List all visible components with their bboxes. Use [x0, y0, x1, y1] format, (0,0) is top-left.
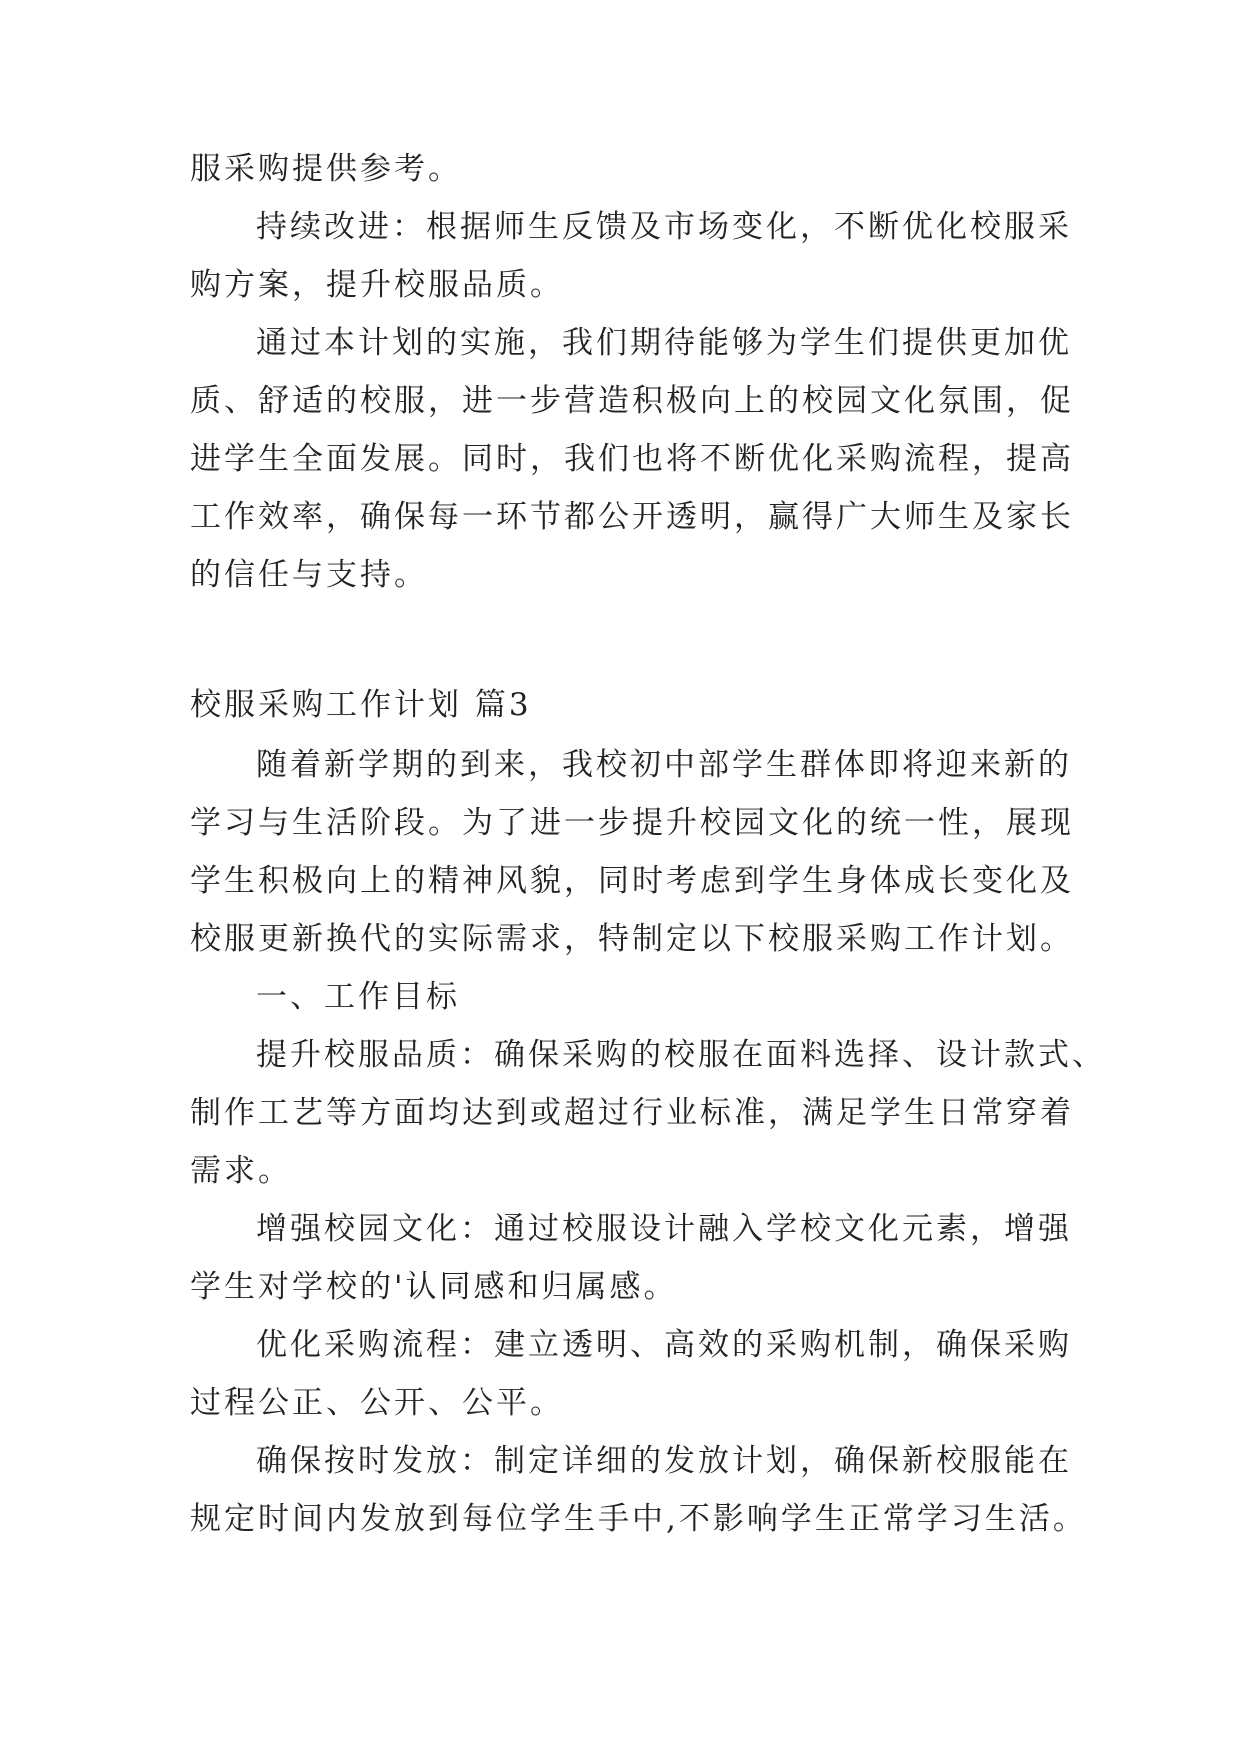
paragraph-line: 持续改进：根据师生反馈及市场变化，不断优化校服采 [256, 209, 1072, 245]
paragraph-line: 优化采购流程：建立透明、高效的采购机制，确保采购 [256, 1327, 1072, 1363]
subsection-title: 一、工作目标 [256, 979, 460, 1015]
section-heading [190, 676, 1060, 734]
paragraph-line: 进学生全面发展。同时，我们也将不断优化采购流程，提高 [190, 441, 1074, 477]
paragraph-line: 质、舒适的校服，进一步营造积极向上的校园文化氛围，促 [190, 383, 1074, 419]
paragraph-line: 校服更新换代的实际需求，特制定以下校服采购工作计划。 [190, 921, 1074, 957]
section-3-body [190, 736, 1106, 1548]
section-2-conclusion [190, 140, 1074, 604]
paragraph-line: 随着新学期的到来，我校初中部学生群体即将迎来新的 [256, 747, 1072, 783]
paragraph-line: 学生对学校的'认同感和归属感。 [190, 1269, 678, 1305]
section-title: 校服采购工作计划 篇3 [190, 687, 532, 723]
paragraph-line: 工作效率，确保每一环节都公开透明，赢得广大师生及家长 [190, 499, 1074, 535]
paragraph-line: 购方案，提升校服品质。 [190, 267, 564, 303]
paragraph-line: 规定时间内发放到每位学生手中,不影响学生正常学习生活。 [190, 1501, 1087, 1537]
paragraph-line: 的信任与支持。 [190, 557, 428, 593]
paragraph-line: 制作工艺等方面均达到或超过行业标准，满足学生日常穿着 [190, 1095, 1074, 1131]
paragraph-line: 学习与生活阶段。为了进一步提升校园文化的统一性，展现 [190, 805, 1074, 841]
paragraph-line: 服采购提供参考。 [190, 151, 462, 187]
paragraph-line: 确保按时发放：制定详细的发放计划，确保新校服能在 [256, 1443, 1072, 1479]
paragraph-line: 提升校服品质：确保采购的校服在面料选择、设计款式、 [256, 1037, 1106, 1073]
paragraph-line: 需求。 [190, 1153, 292, 1189]
paragraph-line: 过程公正、公开、公平。 [190, 1385, 564, 1421]
paragraph-line: 通过本计划的实施，我们期待能够为学生们提供更加优 [256, 325, 1072, 361]
paragraph-line: 增强校园文化：通过校服设计融入学校文化元素，增强 [256, 1211, 1072, 1247]
paragraph-line: 学生积极向上的精神风貌，同时考虑到学生身体成长变化及 [190, 863, 1074, 899]
